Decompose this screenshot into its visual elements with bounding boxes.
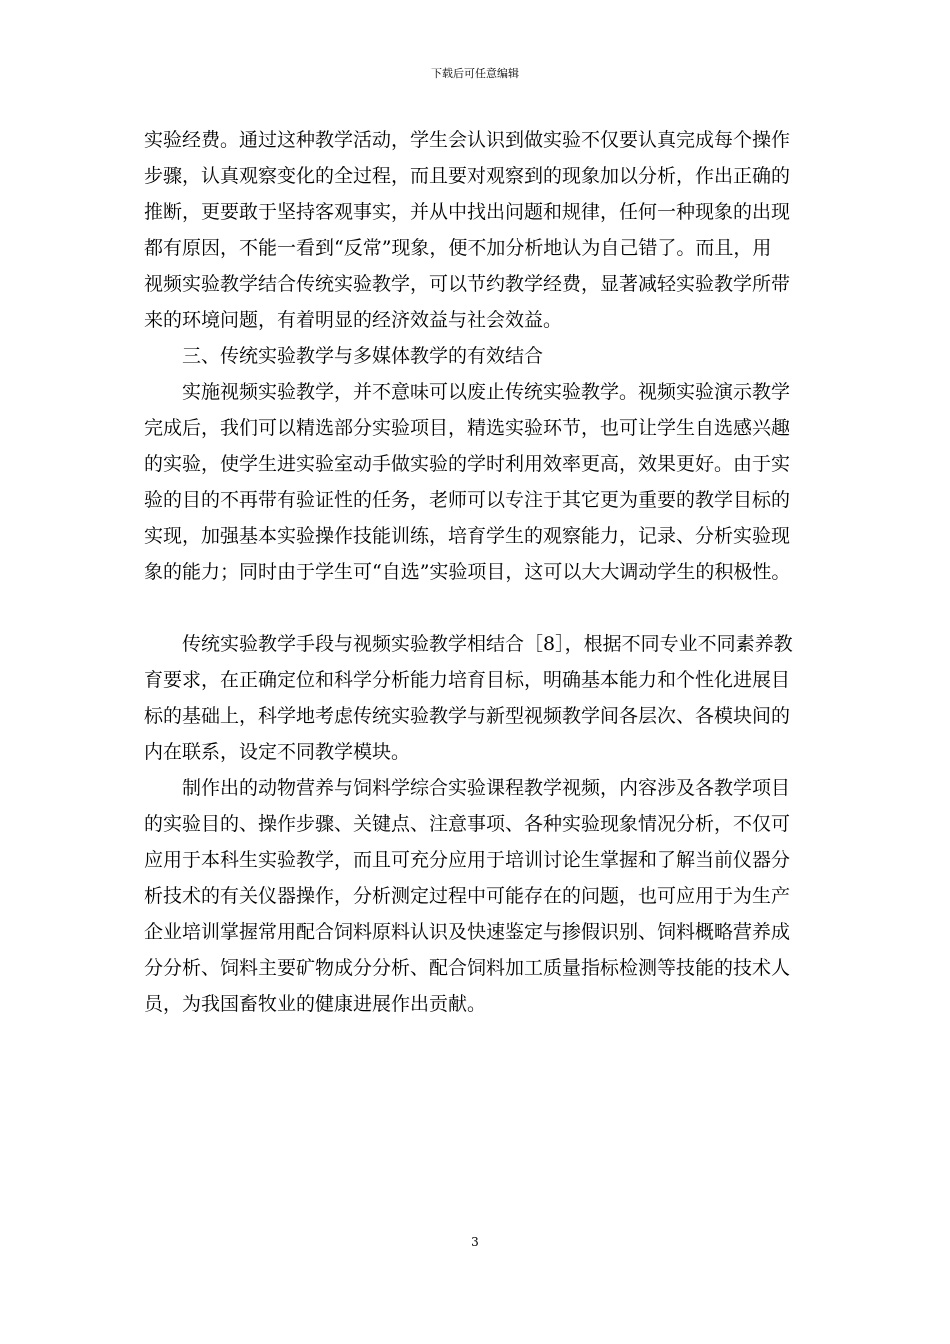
text-line: 员，为我国畜牧业的健康进展作出贡献。 bbox=[144, 993, 487, 1015]
text-line: 验的目的不再带有验证性的任务，老师可以专注于其它更为重要的教学目标的 bbox=[144, 489, 791, 511]
text-line: 的实验目的、操作步骤、关键点、注意事项、各种实验现象情况分析，不仅可 bbox=[144, 813, 791, 835]
text-line: 来的环境问题，有着明显的经济效益与社会效益。 bbox=[144, 309, 563, 331]
text-line: 育要求，在正确定位和科学分析能力培育目标，明确基本能力和个性化进展目 bbox=[144, 669, 791, 691]
text-line: 实施视频实验教学，并不意味可以废止传统实验教学。视频实验演示教学 bbox=[182, 381, 791, 403]
text-line: 制作出的动物营养与饲料学综合实验课程教学视频，内容涉及各教学项目 bbox=[182, 777, 791, 799]
text-line: 步骤，认真观察变化的全过程，而且要对观察到的现象加以分析，作出正确的 bbox=[144, 165, 791, 187]
document-body bbox=[144, 122, 828, 1022]
text-line: 象的能力；同时由于学生可“自选”实验项目，这可以大大调动学生的积极性。 bbox=[144, 561, 791, 583]
text-line: 企业培训掌握常用配合饲料原料认识及快速鉴定与掺假识别、饲料概略营养成 bbox=[144, 921, 791, 943]
text-line: 析技术的有关仪器操作，分析测定过程中可能存在的问题，也可应用于为生产 bbox=[144, 885, 791, 907]
text-line: 分分析、饲料主要矿物成分分析、配合饲料加工质量指标检测等技能的技术人 bbox=[144, 957, 791, 979]
text-line: 视频实验教学结合传统实验教学，可以节约教学经费，显著减轻实验教学所带 bbox=[144, 273, 791, 295]
page-header: 下载后可任意编辑 bbox=[431, 67, 519, 80]
text-line: 传统实验教学手段与视频实验教学相结合［8］，根据不同专业不同素养教 bbox=[182, 633, 793, 655]
paragraph-gap bbox=[144, 590, 828, 626]
text-line: 的实验，使学生进实验室动手做实验的学时利用效率更高，效果更好。由于实 bbox=[144, 453, 791, 475]
text-line: 实现，加强基本实验操作技能训练，培育学生的观察能力，记录、分析实验现 bbox=[144, 525, 791, 547]
text-line: 标的基础上，科学地考虑传统实验教学与新型视频教学间各层次、各模块间的 bbox=[144, 705, 791, 727]
text-line: 内在联系，设定不同教学模块。 bbox=[144, 741, 411, 763]
page-number: 3 bbox=[471, 1235, 479, 1249]
text-line: 实验经费。通过这种教学活动，学生会认识到做实验不仅要认真完成每个操作 bbox=[144, 129, 791, 151]
text-line: 推断，更要敢于坚持客观事实，并从中找出问题和规律，任何一种现象的出现 bbox=[144, 201, 791, 223]
text-line: 应用于本科生实验教学，而且可充分应用于培训讨论生掌握和了解当前仪器分 bbox=[144, 849, 791, 871]
text-line: 都有原因，不能一看到“反常”现象，便不加分析地认为自己错了。而且，用 bbox=[144, 237, 772, 259]
section-heading: 三、传统实验教学与多媒体教学的有效结合 bbox=[182, 345, 544, 367]
text-line: 完成后，我们可以精选部分实验项目，精选实验环节，也可让学生自选感兴趣 bbox=[144, 417, 791, 439]
